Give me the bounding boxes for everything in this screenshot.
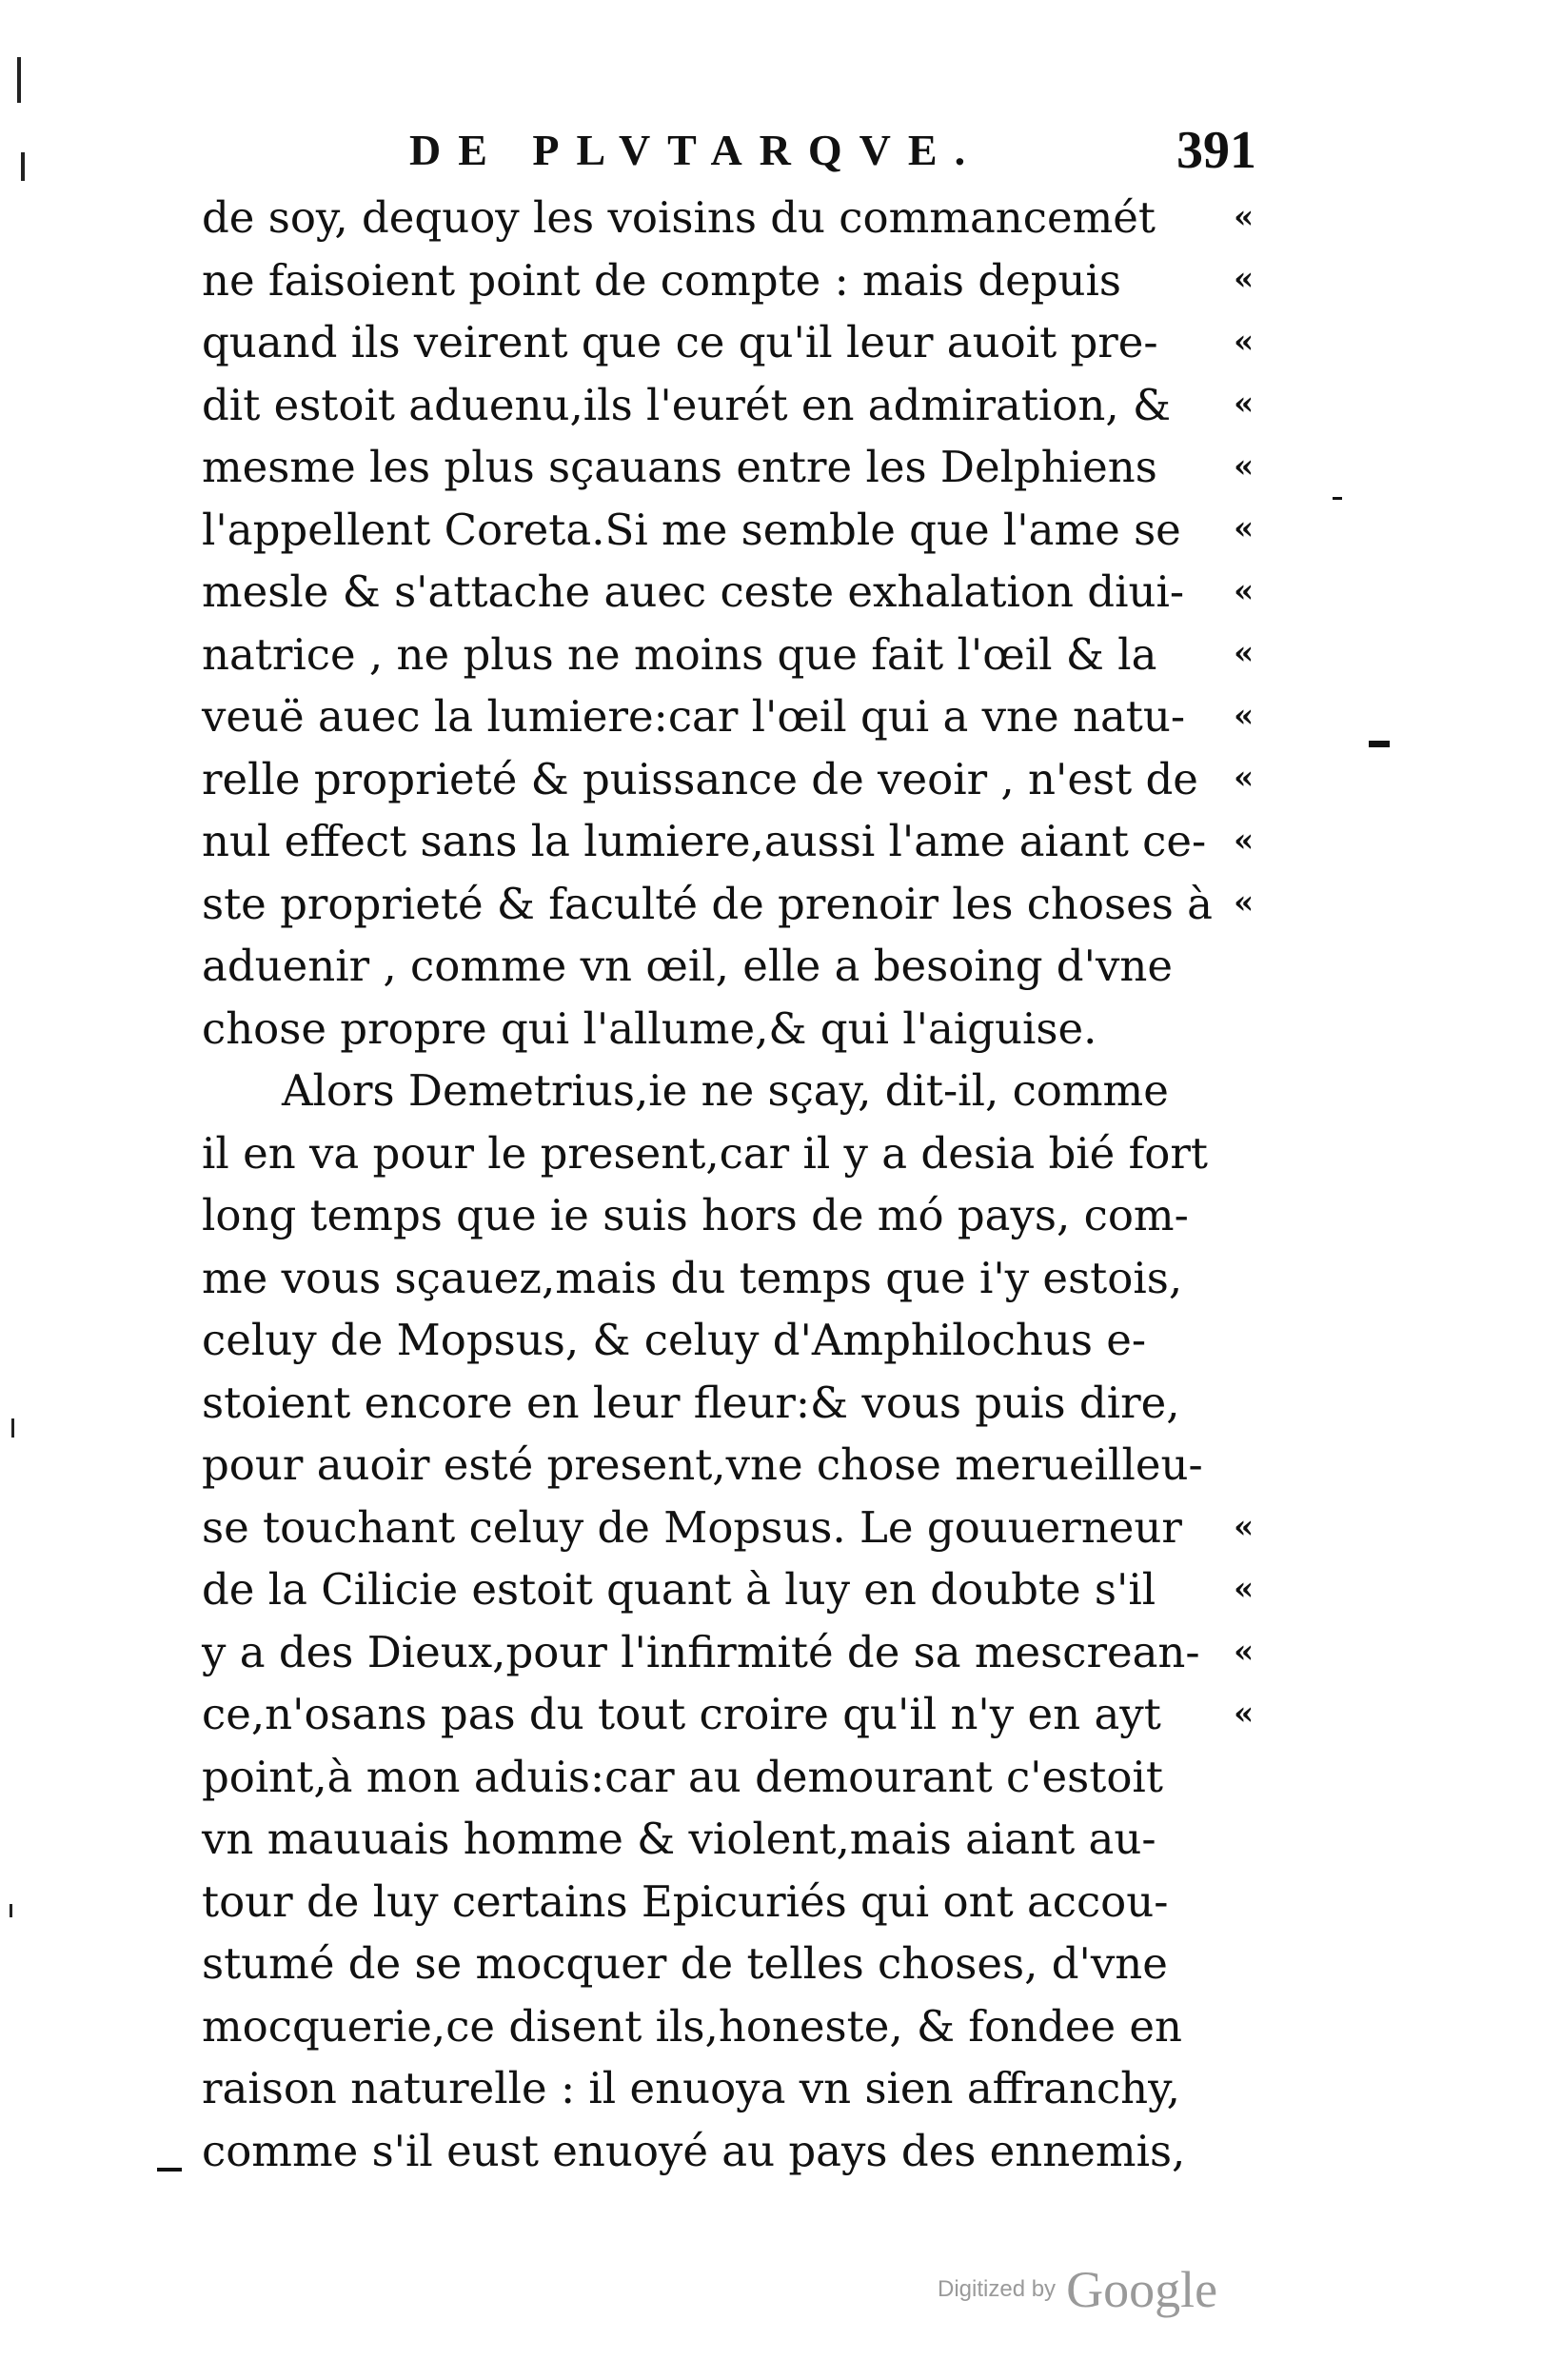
quote-mark: « (1234, 1695, 1255, 1733)
text-line: tour de luy certains Epicuriés qui ont accou- (202, 1875, 1169, 1927)
text-line: celuy de Mopsus, & celuy d'Amphilochus e- (202, 1315, 1147, 1365)
text-line: aduenir , comme vn œil, elle a besoing d'vne (202, 941, 1174, 991)
text-line: l'appellent Coreta.Si me semble que l'ame se (202, 504, 1181, 555)
text-line: ne faisoient point de compte : mais depuis (202, 254, 1122, 306)
text-line: dit estoit aduenu,ils l'eurét en admiration, & (202, 379, 1172, 430)
text-line: mocquerie,ce disent ils,honeste, & fondee en (202, 2000, 1183, 2052)
text-line: il en va pour le present,car il y a desia bié fort (202, 1127, 1208, 1179)
scan-smudge (1333, 497, 1342, 500)
scan-edge-mark (17, 57, 21, 103)
text-line: comme s'il eust enuoyé au pays des ennemis, (202, 2125, 1186, 2176)
text-line: long temps que ie suis hors de mó pays, com- (202, 1190, 1189, 1240)
quote-mark: « (1234, 883, 1255, 922)
quote-mark: « (1234, 572, 1255, 610)
quote-mark: « (1234, 1570, 1255, 1608)
scan-edge-mark (10, 1904, 12, 1917)
text-line: me vous sçauez,mais du temps que i'y estois, (202, 1252, 1183, 1303)
text-line: ste proprieté & faculté de prenoir les choses à (202, 878, 1213, 929)
scan-edge-mark (21, 152, 25, 181)
text-line: chose propre qui l'allume,& qui l'aiguise. (202, 1002, 1097, 1054)
google-logo: Google (1066, 2261, 1218, 2318)
text-line: mesle & s'attache auec ceste exhalation diui- (202, 566, 1185, 617)
running-title: DE PLVTARQVE. (409, 126, 983, 174)
scan-smudge (157, 2168, 182, 2172)
quote-mark: « (1234, 1633, 1255, 1671)
quote-mark: « (1234, 447, 1255, 486)
quote-mark: « (1234, 697, 1255, 735)
text-line: pour auoir esté present,vne chose merueilleu- (202, 1439, 1203, 1490)
quote-mark: « (1234, 385, 1255, 423)
text-line: vn mauuais homme & violent,mais aiant au- (202, 1814, 1156, 1864)
watermark-prefix: Digitized by (938, 2276, 1057, 2302)
quote-mark: « (1234, 822, 1255, 860)
quote-mark: « (1234, 323, 1255, 361)
text-line: stumé de se mocquer de telles choses, d'vne (202, 1938, 1168, 1989)
text-line: relle proprieté & puissance de veoir , n'est de (202, 753, 1198, 804)
text-line: quand ils veirent que ce qu'il leur auoit pre- (202, 317, 1158, 367)
quote-mark: « (1234, 1508, 1255, 1546)
quote-mark: « (1234, 634, 1255, 672)
quote-mark: « (1234, 509, 1255, 547)
text-line: stoient encore en leur fleur:& vous puis dire, (202, 1377, 1180, 1428)
text-line: y a des Dieux,pour l'infirmité de sa mescrean- (202, 1626, 1200, 1677)
scan-edge-mark (11, 1418, 14, 1438)
text-line: ce,n'osans pas du tout croire qu'il n'y en ayt (202, 1689, 1161, 1739)
body-text (202, 187, 1268, 2182)
text-line: point,à mon aduis:car au demourant c'estoit (202, 1751, 1163, 1802)
quote-mark: « (1234, 198, 1255, 236)
page-number: 391 (1176, 121, 1256, 180)
scan-smudge (1369, 741, 1390, 747)
text-line: nul effect sans la lumiere,aussi l'ame aiant ce- (202, 816, 1207, 866)
digitized-watermark (938, 2260, 1217, 2327)
paragraph-start-line: Alors Demetrius,ie ne sçay, dit-il, comme (282, 1065, 1169, 1116)
text-line: raison naturelle : il enuoya vn sien affranchy, (202, 2063, 1180, 2113)
text-line: se touchant celuy de Mopsus. Le gouuerneur (202, 1501, 1182, 1553)
text-line: veuë auec la lumiere:car l'œil qui a vne natu- (202, 691, 1186, 742)
text-line: mesme les plus sçauans entre les Delphiens (202, 442, 1157, 492)
page-header (409, 122, 1256, 188)
quote-mark: « (1234, 759, 1255, 797)
text-line: natrice , ne plus ne moins que fait l'œil & la (202, 628, 1157, 680)
text-line: de la Cilicie estoit quant à luy en doubte s'il (202, 1564, 1156, 1615)
text-line: de soy, dequoy les voisins du commancemét (202, 192, 1156, 243)
quote-mark: « (1234, 260, 1255, 298)
